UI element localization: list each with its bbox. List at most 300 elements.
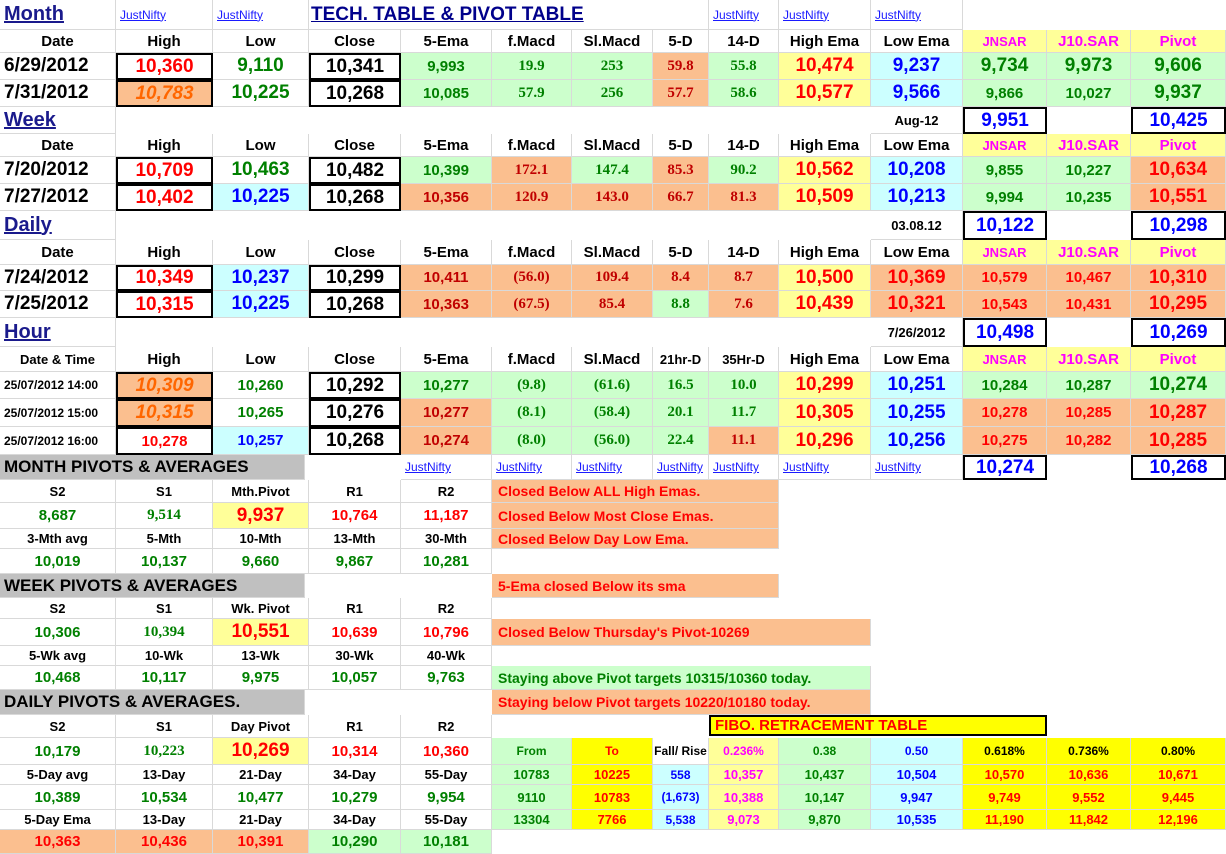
- cell: 10,341: [309, 53, 401, 80]
- cell: 13-Day: [116, 810, 213, 830]
- cell: 10,509: [779, 184, 871, 211]
- cell: 11,190: [963, 810, 1047, 830]
- cell: 10,296: [779, 427, 871, 455]
- cell: S1: [116, 715, 213, 738]
- cell: 10,269: [1131, 318, 1226, 347]
- cell: 10,299: [779, 372, 871, 399]
- cell: Sl.Macd: [572, 347, 653, 372]
- cell: Wk. Pivot: [213, 598, 309, 619]
- cell: 10,796: [401, 619, 492, 646]
- cell: 9,975: [213, 666, 309, 690]
- cell: 10,268: [1131, 455, 1226, 480]
- cell: 10,436: [116, 830, 213, 854]
- cell: 11.7: [709, 399, 779, 427]
- cell: R2: [401, 715, 492, 738]
- cell: 10,257: [213, 427, 309, 455]
- cell: (56.0): [572, 427, 653, 455]
- cell: 10783: [492, 765, 572, 785]
- cell: 9,763: [401, 666, 492, 690]
- cell: S2: [0, 480, 116, 503]
- cell: 7/27/2012: [0, 184, 116, 211]
- cell: 10,269: [213, 738, 309, 765]
- cell: 9,445: [1131, 785, 1226, 810]
- justnifty-link[interactable]: JustNifty: [213, 0, 309, 30]
- cell: 10,255: [871, 399, 963, 427]
- cell: 40-Wk: [401, 646, 492, 666]
- cell: High: [116, 134, 213, 157]
- cell: 10,268: [309, 184, 401, 211]
- cell: (9.8): [492, 372, 572, 399]
- cell: 10,147: [779, 785, 871, 810]
- cell: 10,356: [401, 184, 492, 211]
- cell: 8.8: [653, 291, 709, 318]
- cell: Close: [309, 240, 401, 265]
- cell: 0.618%: [963, 738, 1047, 765]
- cell: 10,225: [213, 184, 309, 211]
- cell: 0.80%: [1131, 738, 1226, 765]
- cell: 0.736%: [1047, 738, 1131, 765]
- cell: 10,279: [309, 785, 401, 810]
- cell: R2: [401, 598, 492, 619]
- cell: (61.6): [572, 372, 653, 399]
- cell: 5-D: [653, 30, 709, 53]
- cell: MONTH PIVOTS & AVERAGES: [0, 455, 305, 480]
- cell: f.Macd: [492, 134, 572, 157]
- cell: 10,256: [871, 427, 963, 455]
- cell: 8.7: [709, 265, 779, 291]
- cell: Fall/ Rise: [653, 738, 709, 765]
- cell: 10,287: [1047, 372, 1131, 399]
- cell: 34-Day: [309, 765, 401, 785]
- cell: S2: [0, 715, 116, 738]
- cell: 172.1: [492, 157, 572, 184]
- cell: 55-Day: [401, 810, 492, 830]
- cell: 25/07/2012 14:00: [0, 372, 116, 399]
- cell: 9,994: [963, 184, 1047, 211]
- cell: 0.38: [779, 738, 871, 765]
- justnifty-link[interactable]: JustNifty: [653, 455, 709, 480]
- cell: 10,309: [116, 372, 213, 399]
- cell: 10,281: [401, 549, 492, 574]
- cell: 25/07/2012 15:00: [0, 399, 116, 427]
- cell: 10,315: [116, 399, 213, 427]
- cell: Date & Time: [0, 347, 116, 372]
- cell: 5-Ema closed Below its sma: [492, 574, 779, 598]
- cell: 10,709: [116, 157, 213, 184]
- cell: 10,534: [116, 785, 213, 810]
- cell: FIBO. RETRACEMENT TABLE: [709, 715, 1047, 736]
- cell: Staying below Pivot targets 10220/10180 today.: [492, 690, 871, 715]
- cell: 10,274: [963, 455, 1047, 480]
- cell: Closed Below Most Close Emas.: [492, 503, 779, 529]
- cell: 10225: [572, 765, 653, 785]
- cell: Date: [0, 134, 116, 157]
- cell: S2: [0, 598, 116, 619]
- cell: 10,388: [709, 785, 779, 810]
- cell: 57.9: [492, 80, 572, 107]
- cell: 85.3: [653, 157, 709, 184]
- cell: High: [116, 30, 213, 53]
- cell: 10,570: [963, 765, 1047, 785]
- justnifty-link[interactable]: JustNifty: [871, 455, 963, 480]
- cell: 10,274: [1131, 372, 1226, 399]
- cell: 10,402: [116, 184, 213, 211]
- cell: 9,867: [309, 549, 401, 574]
- cell: 0.236%: [709, 738, 779, 765]
- cell: 10,349: [116, 265, 213, 291]
- cell: 8.4: [653, 265, 709, 291]
- cell: 10,225: [213, 291, 309, 318]
- cell: 10,290: [309, 830, 401, 854]
- cell: 10,411: [401, 265, 492, 291]
- justnifty-link[interactable]: JustNifty: [709, 455, 779, 480]
- cell: Closed Below Thursday's Pivot-10269: [492, 619, 871, 646]
- cell: 10,783: [116, 80, 213, 107]
- cell: J10.SAR: [1047, 347, 1131, 372]
- cell: 10,292: [309, 372, 401, 399]
- cell: 9,237: [871, 53, 963, 80]
- cell: 10,639: [309, 619, 401, 646]
- cell: (8.0): [492, 427, 572, 455]
- cell: 14-D: [709, 240, 779, 265]
- cell: 03.08.12: [871, 211, 963, 240]
- cell: 10,237: [213, 265, 309, 291]
- cell: 10,282: [1047, 427, 1131, 455]
- cell: 10,314: [309, 738, 401, 765]
- cell: 10,019: [0, 549, 116, 574]
- cell: 10,363: [401, 291, 492, 318]
- justnifty-link[interactable]: JustNifty: [709, 0, 779, 30]
- cell: 19.9: [492, 53, 572, 80]
- cell: 9,937: [213, 503, 309, 529]
- cell: 10,431: [1047, 291, 1131, 318]
- cell: 10,467: [1047, 265, 1131, 291]
- justnifty-link[interactable]: JustNifty: [492, 455, 572, 480]
- cell: Low Ema: [871, 134, 963, 157]
- cell: 9,514: [116, 503, 213, 529]
- cell: 10,027: [1047, 80, 1131, 107]
- cell: 10,137: [116, 549, 213, 574]
- cell: 13-Wk: [213, 646, 309, 666]
- cell: 10,298: [1131, 211, 1226, 240]
- cell: 10,268: [309, 291, 401, 318]
- cell: 7766: [572, 810, 653, 830]
- cell: 30-Mth: [401, 529, 492, 549]
- cell: High Ema: [779, 240, 871, 265]
- cell: 13-Mth: [309, 529, 401, 549]
- cell: 10,310: [1131, 265, 1226, 291]
- cell: 7/24/2012: [0, 265, 116, 291]
- cell: 10,277: [401, 372, 492, 399]
- cell: 9,552: [1047, 785, 1131, 810]
- cell: Pivot: [1131, 30, 1226, 53]
- cell: 10,634: [1131, 157, 1226, 184]
- cell: 120.9: [492, 184, 572, 211]
- cell: 7/25/2012: [0, 291, 116, 318]
- cell: WEEK PIVOTS & AVERAGES: [0, 574, 305, 598]
- cell: 10,251: [871, 372, 963, 399]
- justnifty-link[interactable]: JustNifty: [401, 455, 492, 480]
- cell: 10.0: [709, 372, 779, 399]
- cell: 109.4: [572, 265, 653, 291]
- cell: 10,274: [401, 427, 492, 455]
- cell: R1: [309, 715, 401, 738]
- cell: Sl.Macd: [572, 30, 653, 53]
- cell: 10,122: [963, 211, 1047, 240]
- cell: 6/29/2012: [0, 53, 116, 80]
- cell: To: [572, 738, 653, 765]
- cell: 10,276: [309, 399, 401, 427]
- cell: Low: [213, 240, 309, 265]
- cell: 10,277: [401, 399, 492, 427]
- cell: 3-Mth avg: [0, 529, 116, 549]
- cell: DAILY PIVOTS & AVERAGES.: [0, 690, 305, 715]
- cell: 58.6: [709, 80, 779, 107]
- cell: 5-Ema: [401, 240, 492, 265]
- cell: 11,187: [401, 503, 492, 529]
- cell: 7.6: [709, 291, 779, 318]
- cell: 10,260: [213, 372, 309, 399]
- cell: 30-Wk: [309, 646, 401, 666]
- cell: 10,287: [1131, 399, 1226, 427]
- cell: 10,636: [1047, 765, 1131, 785]
- cell: 10,551: [1131, 184, 1226, 211]
- justnifty-link[interactable]: JustNifty: [779, 455, 871, 480]
- cell: 10,181: [401, 830, 492, 854]
- cell: 21hr-D: [653, 347, 709, 372]
- cell: 5-Ema: [401, 134, 492, 157]
- cell: 66.7: [653, 184, 709, 211]
- cell: 10,235: [1047, 184, 1131, 211]
- cell: 147.4: [572, 157, 653, 184]
- cell: From: [492, 738, 572, 765]
- cell: Sl.Macd: [572, 240, 653, 265]
- cell: 59.8: [653, 53, 709, 80]
- cell: J10.SAR: [1047, 240, 1131, 265]
- cell: 10,284: [963, 372, 1047, 399]
- cell: 16.5: [653, 372, 709, 399]
- cell: 10,357: [709, 765, 779, 785]
- cell: 5-Wk avg: [0, 646, 116, 666]
- cell: 22.4: [653, 427, 709, 455]
- cell: 10,278: [116, 427, 213, 455]
- cell: 5-Ema: [401, 30, 492, 53]
- cell: Closed Below ALL High Emas.: [492, 480, 779, 503]
- cell: R2: [401, 480, 492, 503]
- cell: 9,073: [709, 810, 779, 830]
- cell: 14-D: [709, 30, 779, 53]
- cell: (58.4): [572, 399, 653, 427]
- cell: 9,870: [779, 810, 871, 830]
- cell: High Ema: [779, 347, 871, 372]
- cell: Date: [0, 240, 116, 265]
- cell: 10,306: [0, 619, 116, 646]
- cell: 10,285: [1131, 427, 1226, 455]
- cell: 21-Day: [213, 810, 309, 830]
- cell: 10,315: [116, 291, 213, 318]
- cell: f.Macd: [492, 240, 572, 265]
- cell: 10,477: [213, 785, 309, 810]
- cell: (8.1): [492, 399, 572, 427]
- cell: 10,213: [871, 184, 963, 211]
- cell: 21-Day: [213, 765, 309, 785]
- cell: 253: [572, 53, 653, 80]
- cell: Daily: [0, 211, 116, 240]
- cell: 10,299: [309, 265, 401, 291]
- cell: Pivot: [1131, 240, 1226, 265]
- cell: J10.SAR: [1047, 134, 1131, 157]
- cell: 5-D: [653, 134, 709, 157]
- cell: 256: [572, 80, 653, 107]
- cell: 20.1: [653, 399, 709, 427]
- cell: 10,399: [401, 157, 492, 184]
- justnifty-link[interactable]: JustNifty: [572, 455, 653, 480]
- cell: 35Hr-D: [709, 347, 779, 372]
- cell: 10,551: [213, 619, 309, 646]
- cell: 9,951: [963, 107, 1047, 134]
- cell: R1: [309, 480, 401, 503]
- cell: Low: [213, 347, 309, 372]
- cell: Close: [309, 347, 401, 372]
- justnifty-link[interactable]: JustNifty: [116, 0, 213, 30]
- cell: 10,468: [0, 666, 116, 690]
- cell: 9,973: [1047, 53, 1131, 80]
- cell: Low: [213, 134, 309, 157]
- cell: High: [116, 240, 213, 265]
- cell: 10,208: [871, 157, 963, 184]
- cell: High: [116, 347, 213, 372]
- cell: High Ema: [779, 30, 871, 53]
- cell: 10,577: [779, 80, 871, 107]
- cell: 10,671: [1131, 765, 1226, 785]
- cell: 11.1: [709, 427, 779, 455]
- cell: 10,295: [1131, 291, 1226, 318]
- cell: 10,227: [1047, 157, 1131, 184]
- cell: Staying above Pivot targets 10315/10360 today.: [492, 666, 871, 690]
- cell: Pivot: [1131, 347, 1226, 372]
- cell: 57.7: [653, 80, 709, 107]
- cell: 55.8: [709, 53, 779, 80]
- cell: 9,660: [213, 549, 309, 574]
- cell: 10,500: [779, 265, 871, 291]
- cell: 85.4: [572, 291, 653, 318]
- cell: 9,855: [963, 157, 1047, 184]
- cell: 8,687: [0, 503, 116, 529]
- cell: 10,498: [963, 318, 1047, 347]
- cell: 9,937: [1131, 80, 1226, 107]
- cell: Close: [309, 134, 401, 157]
- justnifty-link[interactable]: JustNifty: [779, 0, 871, 30]
- cell: 9,993: [401, 53, 492, 80]
- cell: Closed Below Day Low Ema.: [492, 529, 779, 549]
- cell: 10,265: [213, 399, 309, 427]
- cell: 7/20/2012: [0, 157, 116, 184]
- cell: JNSAR: [963, 30, 1047, 53]
- cell: 5-D: [653, 240, 709, 265]
- cell: 5-Day Ema: [0, 810, 116, 830]
- cell: 10,278: [963, 399, 1047, 427]
- cell: 10,057: [309, 666, 401, 690]
- cell: 9,110: [213, 53, 309, 80]
- cell: 9,947: [871, 785, 963, 810]
- cell: (56.0): [492, 265, 572, 291]
- cell: 10,179: [0, 738, 116, 765]
- cell: Aug-12: [871, 107, 963, 134]
- justnifty-link[interactable]: JustNifty: [871, 0, 963, 30]
- cell: 10,425: [1131, 107, 1226, 134]
- cell: 10,482: [309, 157, 401, 184]
- cell: 55-Day: [401, 765, 492, 785]
- cell: 7/31/2012: [0, 80, 116, 107]
- cell: 9,566: [871, 80, 963, 107]
- cell: 10,117: [116, 666, 213, 690]
- cell: Month: [0, 0, 116, 30]
- cell: 10,394: [116, 619, 213, 646]
- cell: f.Macd: [492, 30, 572, 53]
- cell: 10,579: [963, 265, 1047, 291]
- cell: (1,673): [653, 785, 709, 810]
- cell: 10-Wk: [116, 646, 213, 666]
- cell: 25/07/2012 16:00: [0, 427, 116, 455]
- cell: Week: [0, 107, 116, 134]
- cell: 10-Mth: [213, 529, 309, 549]
- cell: 5,538: [653, 810, 709, 830]
- cell: S1: [116, 598, 213, 619]
- cell: 12,196: [1131, 810, 1226, 830]
- cell: Day Pivot: [213, 715, 309, 738]
- cell: 10,437: [779, 765, 871, 785]
- cell: S1: [116, 480, 213, 503]
- cell: 9,606: [1131, 53, 1226, 80]
- cell: 5-Mth: [116, 529, 213, 549]
- cell: JNSAR: [963, 347, 1047, 372]
- cell: 10,535: [871, 810, 963, 830]
- cell: 10,225: [213, 80, 309, 107]
- cell: 10,268: [309, 80, 401, 107]
- cell: 10,275: [963, 427, 1047, 455]
- cell: 9,749: [963, 785, 1047, 810]
- cell: 10,321: [871, 291, 963, 318]
- cell: Sl.Macd: [572, 134, 653, 157]
- cell: 10,543: [963, 291, 1047, 318]
- cell: f.Macd: [492, 347, 572, 372]
- cell: Low Ema: [871, 347, 963, 372]
- cell: 10,391: [213, 830, 309, 854]
- cell: 10,389: [0, 785, 116, 810]
- cell: 10,504: [871, 765, 963, 785]
- cell: JNSAR: [963, 134, 1047, 157]
- cell: J10.SAR: [1047, 30, 1131, 53]
- cell: Pivot: [1131, 134, 1226, 157]
- cell: 10,360: [116, 53, 213, 80]
- cell: TECH. TABLE & PIVOT TABLE: [309, 0, 709, 30]
- cell: 5-Day avg: [0, 765, 116, 785]
- cell: 9,866: [963, 80, 1047, 107]
- cell: 10,369: [871, 265, 963, 291]
- cell: 10,305: [779, 399, 871, 427]
- cell: 10,268: [309, 427, 401, 455]
- cell: 9,734: [963, 53, 1047, 80]
- cell: 558: [653, 765, 709, 785]
- cell: Low Ema: [871, 240, 963, 265]
- cell: 13304: [492, 810, 572, 830]
- cell: 90.2: [709, 157, 779, 184]
- cell: High Ema: [779, 134, 871, 157]
- cell: 10,463: [213, 157, 309, 184]
- cell: Low: [213, 30, 309, 53]
- cell: 14-D: [709, 134, 779, 157]
- cell: 9110: [492, 785, 572, 810]
